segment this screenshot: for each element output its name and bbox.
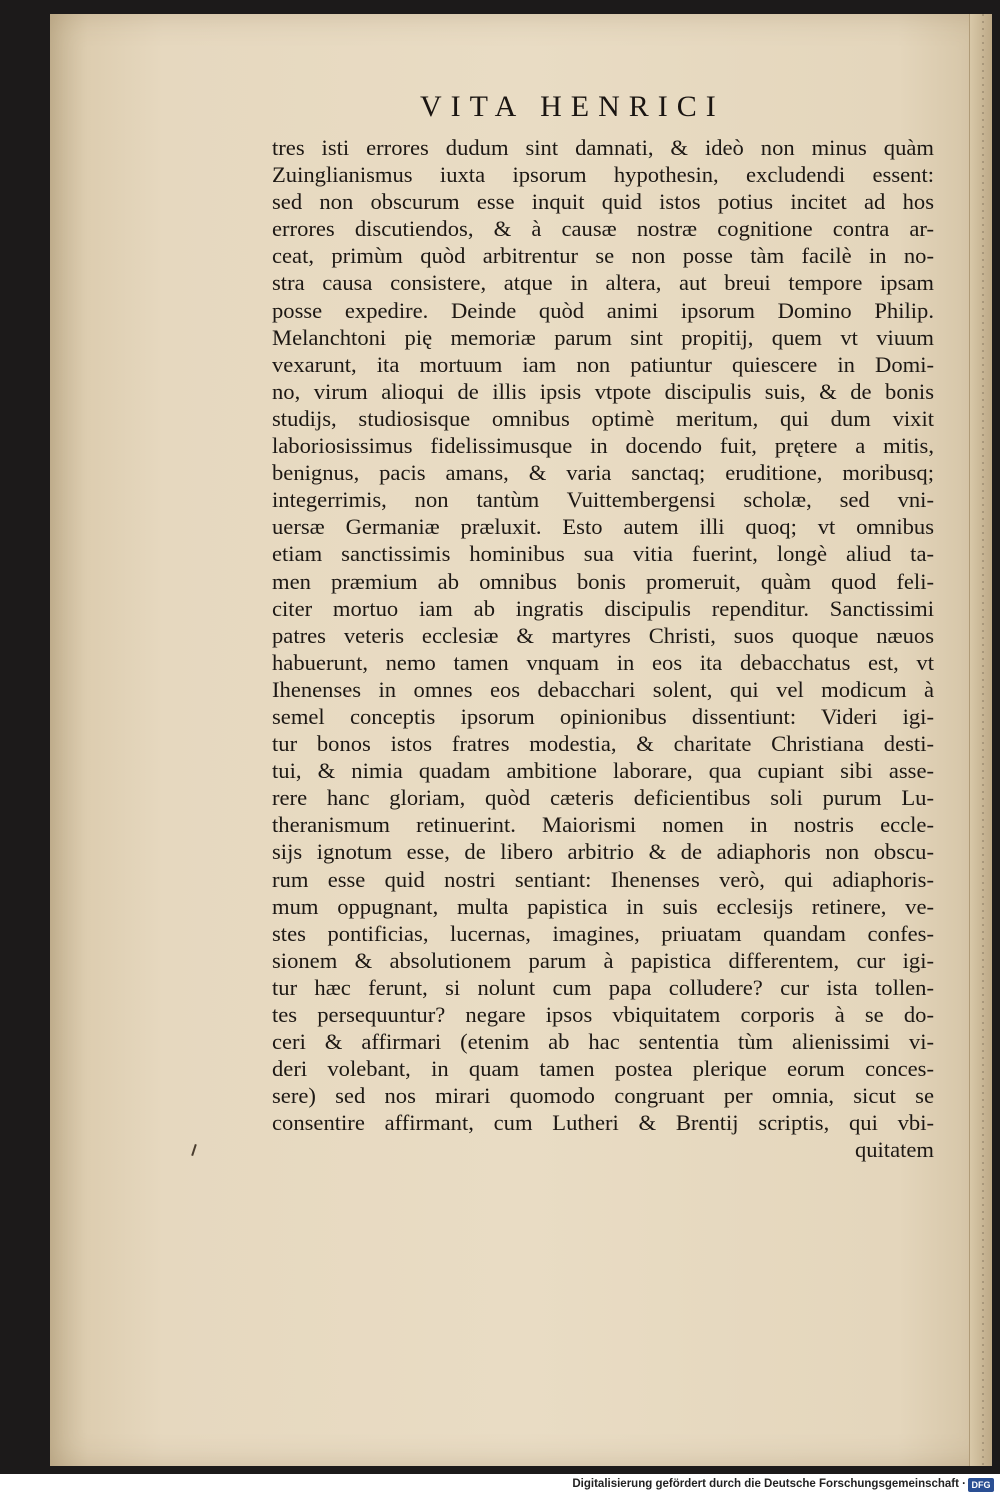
footer-credit: Digitalisierung gefördert durch die Deutsche Forschungsgemeinschaft · bbox=[572, 1478, 966, 1490]
text-line: men præmium ab omnibus bonis promeruit, quàm quod feli- bbox=[272, 568, 934, 594]
text-line: tes persequuntur? negare ipsos vbiquitatem corporis à se do- bbox=[272, 1002, 934, 1027]
text-line: tres isti errores dudum sint damnati, & ideò non minus quàm bbox=[272, 135, 934, 160]
text-line: no, virum alioqui de illis ipsis vtpote discipulis suis, & de bonis bbox=[272, 378, 934, 404]
text-line: sere) sed nos mirari quomodo congruant per omnia, sicut se bbox=[272, 1083, 934, 1109]
text-line: semel conceptis ipsorum opinionibus dissentiunt: Videri igi- bbox=[272, 703, 934, 729]
text-line: tur hæc ferunt, si nolunt cum papa colludere? cur ista tollen- bbox=[272, 974, 934, 1000]
text-body bbox=[272, 134, 934, 1164]
text-line: etiam sanctissimis hominibus sua vitia fuerint, longè aliud ta- bbox=[272, 541, 934, 567]
text-line: theranismum retinuerint. Maiorismi nomen in nostris eccle- bbox=[272, 812, 934, 838]
text-line: ceat, primùm quòd arbitrentur se non posse tàm facilè in no- bbox=[272, 243, 934, 269]
text-line: habuerunt, nemo tamen vnquam in eos ita debacchatus est, vt bbox=[272, 649, 934, 675]
text-line: quitatem bbox=[854, 1137, 934, 1163]
running-head: VITA HENRICI bbox=[420, 90, 725, 123]
text-line: citer mortuo iam ab ingratis discipulis rependitur. Sanctissimi bbox=[272, 595, 934, 621]
text-line: Melanchtoni pię memoriæ parum sint propitij, quem vt viuum bbox=[272, 324, 934, 350]
text-line: deri volebant, in quam tamen postea plerique eorum conces- bbox=[272, 1056, 934, 1082]
text-line: rum esse quid nostri sentiant: Ihenenses verò, qui adiaphoris- bbox=[272, 866, 934, 892]
text-line: tui, & nimia quadam ambitione laborare, qua cupiant sibi asse- bbox=[272, 758, 934, 784]
text-line: stra causa consistere, atque in altera, aut breui tempore ipsam bbox=[272, 270, 934, 296]
dfg-logo-icon: DFG bbox=[968, 1478, 994, 1492]
text-line: mum oppugnant, multa papistica in suis ecclesijs retinere, ve- bbox=[272, 893, 934, 919]
text-line: sionem & absolutionem parum à papistica differentem, cur igi- bbox=[272, 947, 934, 973]
page-spine bbox=[969, 14, 992, 1466]
ink-mark bbox=[191, 1144, 197, 1156]
text-line: errores discutiendos, & à causæ nostræ cognitione contra ar- bbox=[272, 216, 934, 242]
text-line: tur bonos istos fratres modestia, & charitate Christiana desti- bbox=[272, 731, 934, 757]
text-line: Ihenenses in omnes eos debacchari solent, qui vel modicum à bbox=[272, 676, 934, 702]
text-line: vexarunt, ita mortuum iam non patiuntur quiescere in Domi- bbox=[272, 351, 934, 377]
text-line: rere hanc gloriam, quòd cæteris deficientibus soli purum Lu- bbox=[272, 785, 934, 811]
text-line: sijs ignotum esse, de libero arbitrio & de adiaphoris non obscu- bbox=[272, 839, 934, 865]
text-line: sed non obscurum esse inquit quid istos potius incitet ad hos bbox=[272, 189, 934, 215]
text-line: posse expedire. Deinde quòd animi ipsorum Domino Philip. bbox=[272, 297, 934, 323]
text-line: Zuinglianismus iuxta ipsorum hypothesin, excludendi essent: bbox=[272, 162, 934, 188]
text-line: consentire affirmant, cum Lutheri & Brentij scriptis, qui vbi- bbox=[272, 1110, 934, 1136]
binding-thread bbox=[982, 14, 984, 1466]
text-line: benignus, pacis amans, & varia sanctaq; eruditione, moribusq; bbox=[272, 460, 934, 486]
text-line: laboriosissimus fidelissimusque in docendo fuit, prętere a mitis, bbox=[272, 433, 934, 459]
text-line: studijs, studiosisque omnibus optimè meritum, qui dum vixit bbox=[272, 405, 934, 431]
text-line: uersæ Germaniæ præluxit. Esto autem illi quoq; vt omnibus bbox=[272, 514, 934, 540]
text-line: stes pontificias, lucernas, imagines, priuatam quandam confes- bbox=[272, 920, 934, 946]
text-line: integerrimis, non tantùm Vuittembergensi scholæ, sed vni- bbox=[272, 487, 934, 513]
footer-bar bbox=[0, 1474, 1000, 1499]
text-line: patres veteris ecclesiæ & martyres Christi, suos quoque næuos bbox=[272, 622, 934, 648]
text-line: ceri & affirmari (etenim ab hac sententia tùm alienissimi vi- bbox=[272, 1029, 934, 1055]
